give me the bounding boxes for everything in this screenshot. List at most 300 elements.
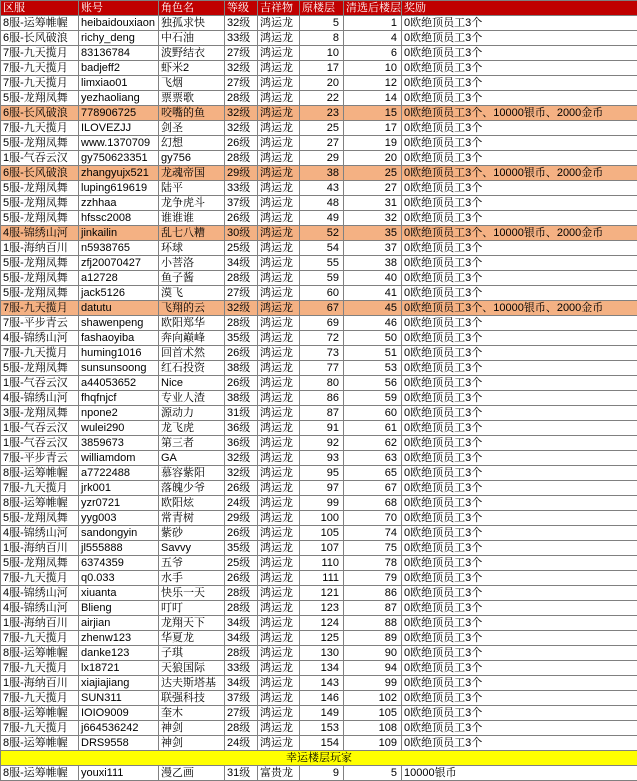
table-row <box>1 466 637 481</box>
cell-final-floor: 86 <box>344 586 402 601</box>
cell-reward: 0欧绝顶员工3个 <box>402 361 637 376</box>
cell-final-floor: 5 <box>344 766 402 781</box>
cell-original-floor: 153 <box>300 721 344 736</box>
cell-level: 34级 <box>225 676 258 691</box>
cell-final-floor: 59 <box>344 391 402 406</box>
cell-original-floor: 49 <box>300 211 344 226</box>
cell-character: 奎木 <box>159 706 225 721</box>
cell-account: 3859673 <box>79 436 159 451</box>
cell-reward: 0欧绝顶员工3个 <box>402 121 637 136</box>
cell-level: 25级 <box>225 556 258 571</box>
cell-level: 29级 <box>225 511 258 526</box>
cell-original-floor: 55 <box>300 256 344 271</box>
cell-server: 8服-运筹帷幄 <box>1 16 79 31</box>
table-row <box>1 481 637 496</box>
cell-mascot: 鸿运龙 <box>258 526 300 541</box>
cell-final-floor: 1 <box>344 16 402 31</box>
cell-original-floor: 95 <box>300 466 344 481</box>
cell-mascot: 鸿运龙 <box>258 151 300 166</box>
table-row <box>1 376 637 391</box>
cell-character: 第三者 <box>159 436 225 451</box>
cell-mascot: 鸿运龙 <box>258 136 300 151</box>
cell-account: lx18721 <box>79 661 159 676</box>
table-row <box>1 436 637 451</box>
cell-server: 7服-九天揽月 <box>1 121 79 136</box>
cell-final-floor: 46 <box>344 316 402 331</box>
cell-level: 27级 <box>225 286 258 301</box>
cell-mascot: 鸿运龙 <box>258 676 300 691</box>
cell-final-floor: 94 <box>344 661 402 676</box>
table-row <box>1 61 637 76</box>
cell-original-floor: 8 <box>300 31 344 46</box>
cell-reward: 0欧绝顶员工3个 <box>402 76 637 91</box>
cell-server: 8服-运筹帷幄 <box>1 496 79 511</box>
cell-final-floor: 35 <box>344 226 402 241</box>
cell-original-floor: 92 <box>300 436 344 451</box>
cell-account: a44053652 <box>79 376 159 391</box>
cell-server: 5服-龙翔凤舞 <box>1 256 79 271</box>
cell-reward: 0欧绝顶员工3个 <box>402 616 637 631</box>
cell-mascot: 鸿运龙 <box>258 601 300 616</box>
cell-character: 龙飞虎 <box>159 421 225 436</box>
cell-final-floor: 31 <box>344 196 402 211</box>
table-row <box>1 496 637 511</box>
cell-original-floor: 123 <box>300 601 344 616</box>
column-header-mascot: 吉祥物 <box>258 1 300 16</box>
cell-reward: 0欧绝顶员工3个 <box>402 151 637 166</box>
cell-account: SUN311 <box>79 691 159 706</box>
cell-original-floor: 124 <box>300 616 344 631</box>
cell-final-floor: 87 <box>344 601 402 616</box>
cell-server: 1服-海纳百川 <box>1 676 79 691</box>
cell-level: 32级 <box>225 16 258 31</box>
cell-server: 5服-龙翔凤舞 <box>1 136 79 151</box>
cell-reward: 0欧绝顶员工3个 <box>402 541 637 556</box>
cell-original-floor: 59 <box>300 271 344 286</box>
cell-level: 28级 <box>225 151 258 166</box>
cell-level: 29级 <box>225 166 258 181</box>
cell-server: 1服-气吞云汉 <box>1 376 79 391</box>
cell-account: shawenpeng <box>79 316 159 331</box>
cell-character: 联强科技 <box>159 691 225 706</box>
cell-account: jack5126 <box>79 286 159 301</box>
cell-level: 37级 <box>225 196 258 211</box>
cell-server: 1服-海纳百川 <box>1 541 79 556</box>
cell-account: huming1016 <box>79 346 159 361</box>
cell-server: 6服-长风破浪 <box>1 106 79 121</box>
cell-level: 27级 <box>225 46 258 61</box>
cell-mascot: 鸿运龙 <box>258 586 300 601</box>
cell-level: 38级 <box>225 391 258 406</box>
cell-reward: 0欧绝顶员工3个 <box>402 571 637 586</box>
cell-final-floor: 15 <box>344 106 402 121</box>
cell-server: 7服-九天揽月 <box>1 661 79 676</box>
cell-level: 27级 <box>225 706 258 721</box>
cell-server: 6服-长风破浪 <box>1 166 79 181</box>
cell-server: 1服-气吞云汉 <box>1 151 79 166</box>
cell-character: 神剑 <box>159 736 225 751</box>
cell-level: 38级 <box>225 361 258 376</box>
cell-level: 35级 <box>225 541 258 556</box>
cell-server: 8服-运筹帷幄 <box>1 646 79 661</box>
cell-reward: 0欧绝顶员工3个 <box>402 286 637 301</box>
cell-original-floor: 121 <box>300 586 344 601</box>
cell-server: 7服-平步青云 <box>1 316 79 331</box>
cell-server: 5服-龙翔凤舞 <box>1 271 79 286</box>
cell-mascot: 鸿运龙 <box>258 181 300 196</box>
table-row <box>1 691 637 706</box>
table-row <box>1 346 637 361</box>
cell-original-floor: 125 <box>300 631 344 646</box>
cell-mascot: 鸿运龙 <box>258 376 300 391</box>
cell-server: 7服-九天揽月 <box>1 46 79 61</box>
cell-server: 4服-锦绣山河 <box>1 226 79 241</box>
cell-final-floor: 38 <box>344 256 402 271</box>
cell-server: 5服-龙翔凤舞 <box>1 181 79 196</box>
cell-server: 7服-九天揽月 <box>1 721 79 736</box>
cell-mascot: 鸿运龙 <box>258 16 300 31</box>
cell-server: 7服-九天揽月 <box>1 631 79 646</box>
cell-character: 紫砂 <box>159 526 225 541</box>
table-row <box>1 676 637 691</box>
cell-mascot: 鸿运龙 <box>258 196 300 211</box>
cell-reward: 0欧绝顶员工3个 <box>402 346 637 361</box>
cell-character: 飞烟 <box>159 76 225 91</box>
table-row <box>1 706 637 721</box>
cell-server: 5服-龙翔凤舞 <box>1 211 79 226</box>
cell-final-floor: 20 <box>344 151 402 166</box>
cell-level: 35级 <box>225 331 258 346</box>
table-row <box>1 136 637 151</box>
table-row <box>1 16 637 31</box>
table-row <box>1 661 637 676</box>
cell-account: npone2 <box>79 406 159 421</box>
cell-level: 28级 <box>225 91 258 106</box>
cell-mascot: 鸿运龙 <box>258 646 300 661</box>
cell-mascot: 鸿运龙 <box>258 556 300 571</box>
cell-character: 落魄少爷 <box>159 481 225 496</box>
table-row <box>1 256 637 271</box>
cell-original-floor: 60 <box>300 286 344 301</box>
cell-level: 24级 <box>225 736 258 751</box>
cell-reward: 0欧绝顶员工3个 <box>402 181 637 196</box>
cell-account: n5938765 <box>79 241 159 256</box>
table-row <box>1 721 637 736</box>
cell-server: 5服-龙翔凤舞 <box>1 511 79 526</box>
cell-reward: 0欧绝顶员工3个、10000银币、2000金币 <box>402 106 637 121</box>
cell-original-floor: 143 <box>300 676 344 691</box>
cell-final-floor: 65 <box>344 466 402 481</box>
cell-server: 7服-九天揽月 <box>1 481 79 496</box>
cell-mascot: 鸿运龙 <box>258 451 300 466</box>
cell-character: 天狼国际 <box>159 661 225 676</box>
cell-final-floor: 67 <box>344 481 402 496</box>
cell-account: www.1370709 <box>79 136 159 151</box>
cell-character: 专业人渣 <box>159 391 225 406</box>
table-row <box>1 361 637 376</box>
cell-mascot: 鸿运龙 <box>258 421 300 436</box>
cell-character: 虾米2 <box>159 61 225 76</box>
cell-level: 32级 <box>225 106 258 121</box>
cell-original-floor: 20 <box>300 76 344 91</box>
cell-server: 1服-气吞云汉 <box>1 436 79 451</box>
cell-original-floor: 72 <box>300 331 344 346</box>
cell-character: 小菩洛 <box>159 256 225 271</box>
cell-server: 7服-九天揽月 <box>1 61 79 76</box>
cell-level: 32级 <box>225 61 258 76</box>
cell-character: 谁谁谁 <box>159 211 225 226</box>
cell-server: 8服-运筹帷幄 <box>1 736 79 751</box>
cell-mascot: 鸿运龙 <box>258 91 300 106</box>
cell-level: 34级 <box>225 616 258 631</box>
cell-original-floor: 134 <box>300 661 344 676</box>
cell-server: 5服-龙翔凤舞 <box>1 91 79 106</box>
cell-level: 32级 <box>225 466 258 481</box>
cell-reward: 0欧绝顶员工3个 <box>402 451 637 466</box>
cell-character: 独孤求快 <box>159 16 225 31</box>
cell-final-floor: 99 <box>344 676 402 691</box>
cell-final-floor: 88 <box>344 616 402 631</box>
cell-reward: 0欧绝顶员工3个 <box>402 466 637 481</box>
cell-original-floor: 80 <box>300 376 344 391</box>
cell-reward: 0欧绝顶员工3个 <box>402 211 637 226</box>
cell-account: 6374359 <box>79 556 159 571</box>
cell-original-floor: 91 <box>300 421 344 436</box>
cell-account: datutu <box>79 301 159 316</box>
cell-reward: 0欧绝顶员工3个 <box>402 736 637 751</box>
cell-account: badjeff2 <box>79 61 159 76</box>
cell-original-floor: 23 <box>300 106 344 121</box>
cell-reward: 0欧绝顶员工3个 <box>402 46 637 61</box>
table-row <box>1 406 637 421</box>
cell-mascot: 鸿运龙 <box>258 631 300 646</box>
cell-mascot: 鸿运龙 <box>258 736 300 751</box>
cell-character: gy756 <box>159 151 225 166</box>
cell-level: 33级 <box>225 661 258 676</box>
cell-server: 7服-九天揽月 <box>1 691 79 706</box>
cell-character: 常青树 <box>159 511 225 526</box>
cell-original-floor: 48 <box>300 196 344 211</box>
cell-level: 37级 <box>225 691 258 706</box>
cell-reward: 0欧绝顶员工3个 <box>402 331 637 346</box>
cell-account: DRS9558 <box>79 736 159 751</box>
cell-reward: 0欧绝顶员工3个 <box>402 646 637 661</box>
cell-account: jinkailin <box>79 226 159 241</box>
cell-final-floor: 61 <box>344 421 402 436</box>
table-row <box>1 316 637 331</box>
cell-account: Blieng <box>79 601 159 616</box>
cell-original-floor: 73 <box>300 346 344 361</box>
cell-final-floor: 10 <box>344 61 402 76</box>
cell-mascot: 鸿运龙 <box>258 481 300 496</box>
cell-account: zhangyujx521 <box>79 166 159 181</box>
cell-original-floor: 100 <box>300 511 344 526</box>
table-row <box>1 286 637 301</box>
cell-server: 7服-平步青云 <box>1 451 79 466</box>
cell-level: 24级 <box>225 496 258 511</box>
cell-mascot: 鸿运龙 <box>258 511 300 526</box>
cell-server: 1服-海纳百川 <box>1 241 79 256</box>
cell-account: yzr0721 <box>79 496 159 511</box>
table-row <box>1 391 637 406</box>
cell-final-floor: 56 <box>344 376 402 391</box>
cell-level: 33级 <box>225 31 258 46</box>
cell-account: jrk001 <box>79 481 159 496</box>
cell-mascot: 鸿运龙 <box>258 166 300 181</box>
cell-final-floor: 51 <box>344 346 402 361</box>
cell-mascot: 鸿运龙 <box>258 46 300 61</box>
cell-level: 28级 <box>225 601 258 616</box>
cell-original-floor: 130 <box>300 646 344 661</box>
cell-account: gy750623351 <box>79 151 159 166</box>
cell-character: 红石投资 <box>159 361 225 376</box>
cell-character: 漫乙画 <box>159 766 225 781</box>
cell-reward: 0欧绝顶员工3个 <box>402 631 637 646</box>
cell-reward: 0欧绝顶员工3个 <box>402 721 637 736</box>
table-row <box>1 301 637 316</box>
cell-reward: 0欧绝顶员工3个 <box>402 391 637 406</box>
cell-original-floor: 38 <box>300 166 344 181</box>
cell-final-floor: 53 <box>344 361 402 376</box>
cell-mascot: 鸿运龙 <box>258 616 300 631</box>
column-header-server: 区服 <box>1 1 79 16</box>
cell-original-floor: 146 <box>300 691 344 706</box>
cell-final-floor: 60 <box>344 406 402 421</box>
table-row <box>1 736 637 751</box>
cell-original-floor: 27 <box>300 136 344 151</box>
cell-reward: 0欧绝顶员工3个 <box>402 196 637 211</box>
cell-reward: 0欧绝顶员工3个 <box>402 556 637 571</box>
cell-reward: 0欧绝顶员工3个 <box>402 436 637 451</box>
table-row <box>1 556 637 571</box>
cell-character: 乱七八糟 <box>159 226 225 241</box>
column-header-account: 账号 <box>79 1 159 16</box>
cell-reward: 0欧绝顶员工3个 <box>402 676 637 691</box>
cell-character: 龙翔天下 <box>159 616 225 631</box>
cell-final-floor: 32 <box>344 211 402 226</box>
cell-final-floor: 40 <box>344 271 402 286</box>
cell-original-floor: 86 <box>300 391 344 406</box>
cell-original-floor: 97 <box>300 481 344 496</box>
table-row <box>1 121 637 136</box>
cell-character: 龙魂帝国 <box>159 166 225 181</box>
cell-original-floor: 5 <box>300 16 344 31</box>
cell-account: williamdom <box>79 451 159 466</box>
cell-server: 1服-气吞云汉 <box>1 421 79 436</box>
cell-server: 8服-运筹帷幄 <box>1 706 79 721</box>
cell-mascot: 鸿运龙 <box>258 391 300 406</box>
cell-final-floor: 45 <box>344 301 402 316</box>
cell-character: Nice <box>159 376 225 391</box>
cell-mascot: 鸿运龙 <box>258 406 300 421</box>
cell-account: yyg003 <box>79 511 159 526</box>
cell-character: 欧阳郑华 <box>159 316 225 331</box>
cell-account: fhqfnjcf <box>79 391 159 406</box>
cell-level: 26级 <box>225 136 258 151</box>
cell-mascot: 鸿运龙 <box>258 496 300 511</box>
cell-character: 中石油 <box>159 31 225 46</box>
cell-account: a12728 <box>79 271 159 286</box>
cell-final-floor: 75 <box>344 541 402 556</box>
cell-original-floor: 29 <box>300 151 344 166</box>
cell-mascot: 鸿运龙 <box>258 466 300 481</box>
cell-server: 7服-九天揽月 <box>1 301 79 316</box>
table-row <box>1 106 637 121</box>
cell-server: 4服-锦绣山河 <box>1 526 79 541</box>
cell-mascot: 鸿运龙 <box>258 301 300 316</box>
cell-account: 83136784 <box>79 46 159 61</box>
table-row <box>1 511 637 526</box>
cell-final-floor: 89 <box>344 631 402 646</box>
cell-final-floor: 27 <box>344 181 402 196</box>
table-row <box>1 616 637 631</box>
cell-character: 欧阳炫 <box>159 496 225 511</box>
cell-mascot: 鸿运龙 <box>258 256 300 271</box>
cell-original-floor: 93 <box>300 451 344 466</box>
cell-reward: 0欧绝顶员工3个 <box>402 661 637 676</box>
cell-character: 剑圣 <box>159 121 225 136</box>
cell-mascot: 鸿运龙 <box>258 361 300 376</box>
cell-level: 26级 <box>225 376 258 391</box>
cell-character: 飞翔的云 <box>159 301 225 316</box>
cell-final-floor: 19 <box>344 136 402 151</box>
cell-reward: 0欧绝顶员工3个 <box>402 271 637 286</box>
table-row <box>1 196 637 211</box>
cell-mascot: 鸿运龙 <box>258 76 300 91</box>
cell-mascot: 鸿运龙 <box>258 721 300 736</box>
cell-reward: 0欧绝顶员工3个、10000银币、2000金币 <box>402 226 637 241</box>
cell-final-floor: 4 <box>344 31 402 46</box>
cell-account: limxiao01 <box>79 76 159 91</box>
cell-character: 陆平 <box>159 181 225 196</box>
cell-account: zzhhaa <box>79 196 159 211</box>
cell-level: 33级 <box>225 181 258 196</box>
cell-mascot: 鸿运龙 <box>258 691 300 706</box>
cell-mascot: 鸿运龙 <box>258 226 300 241</box>
cell-account: richy_deng <box>79 31 159 46</box>
cell-original-floor: 10 <box>300 46 344 61</box>
cell-reward: 0欧绝顶员工3个 <box>402 16 637 31</box>
cell-account: IOIO9009 <box>79 706 159 721</box>
cell-final-floor: 109 <box>344 736 402 751</box>
cell-character: 快乐一天 <box>159 586 225 601</box>
cell-mascot: 鸿运龙 <box>258 706 300 721</box>
table-row <box>1 46 637 61</box>
cell-original-floor: 17 <box>300 61 344 76</box>
cell-final-floor: 102 <box>344 691 402 706</box>
table-row <box>1 541 637 556</box>
cell-reward: 0欧绝顶员工3个 <box>402 421 637 436</box>
cell-level: 28级 <box>225 721 258 736</box>
cell-mascot: 鸿运龙 <box>258 211 300 226</box>
cell-account: zfj20070427 <box>79 256 159 271</box>
table-row <box>1 601 637 616</box>
cell-server: 5服-龙翔凤舞 <box>1 196 79 211</box>
table-row <box>1 181 637 196</box>
cell-character: 漠飞 <box>159 286 225 301</box>
cell-character: Savvy <box>159 541 225 556</box>
cell-character: 华夏龙 <box>159 631 225 646</box>
cell-original-floor: 25 <box>300 121 344 136</box>
cell-reward: 0欧绝顶员工3个、10000银币、2000金币 <box>402 301 637 316</box>
cell-mascot: 鸿运龙 <box>258 61 300 76</box>
cell-final-floor: 70 <box>344 511 402 526</box>
cell-account: a7722488 <box>79 466 159 481</box>
cell-reward: 0欧绝顶员工3个 <box>402 376 637 391</box>
cell-mascot: 鸿运龙 <box>258 106 300 121</box>
cell-character: 源动力 <box>159 406 225 421</box>
cell-level: 26级 <box>225 481 258 496</box>
